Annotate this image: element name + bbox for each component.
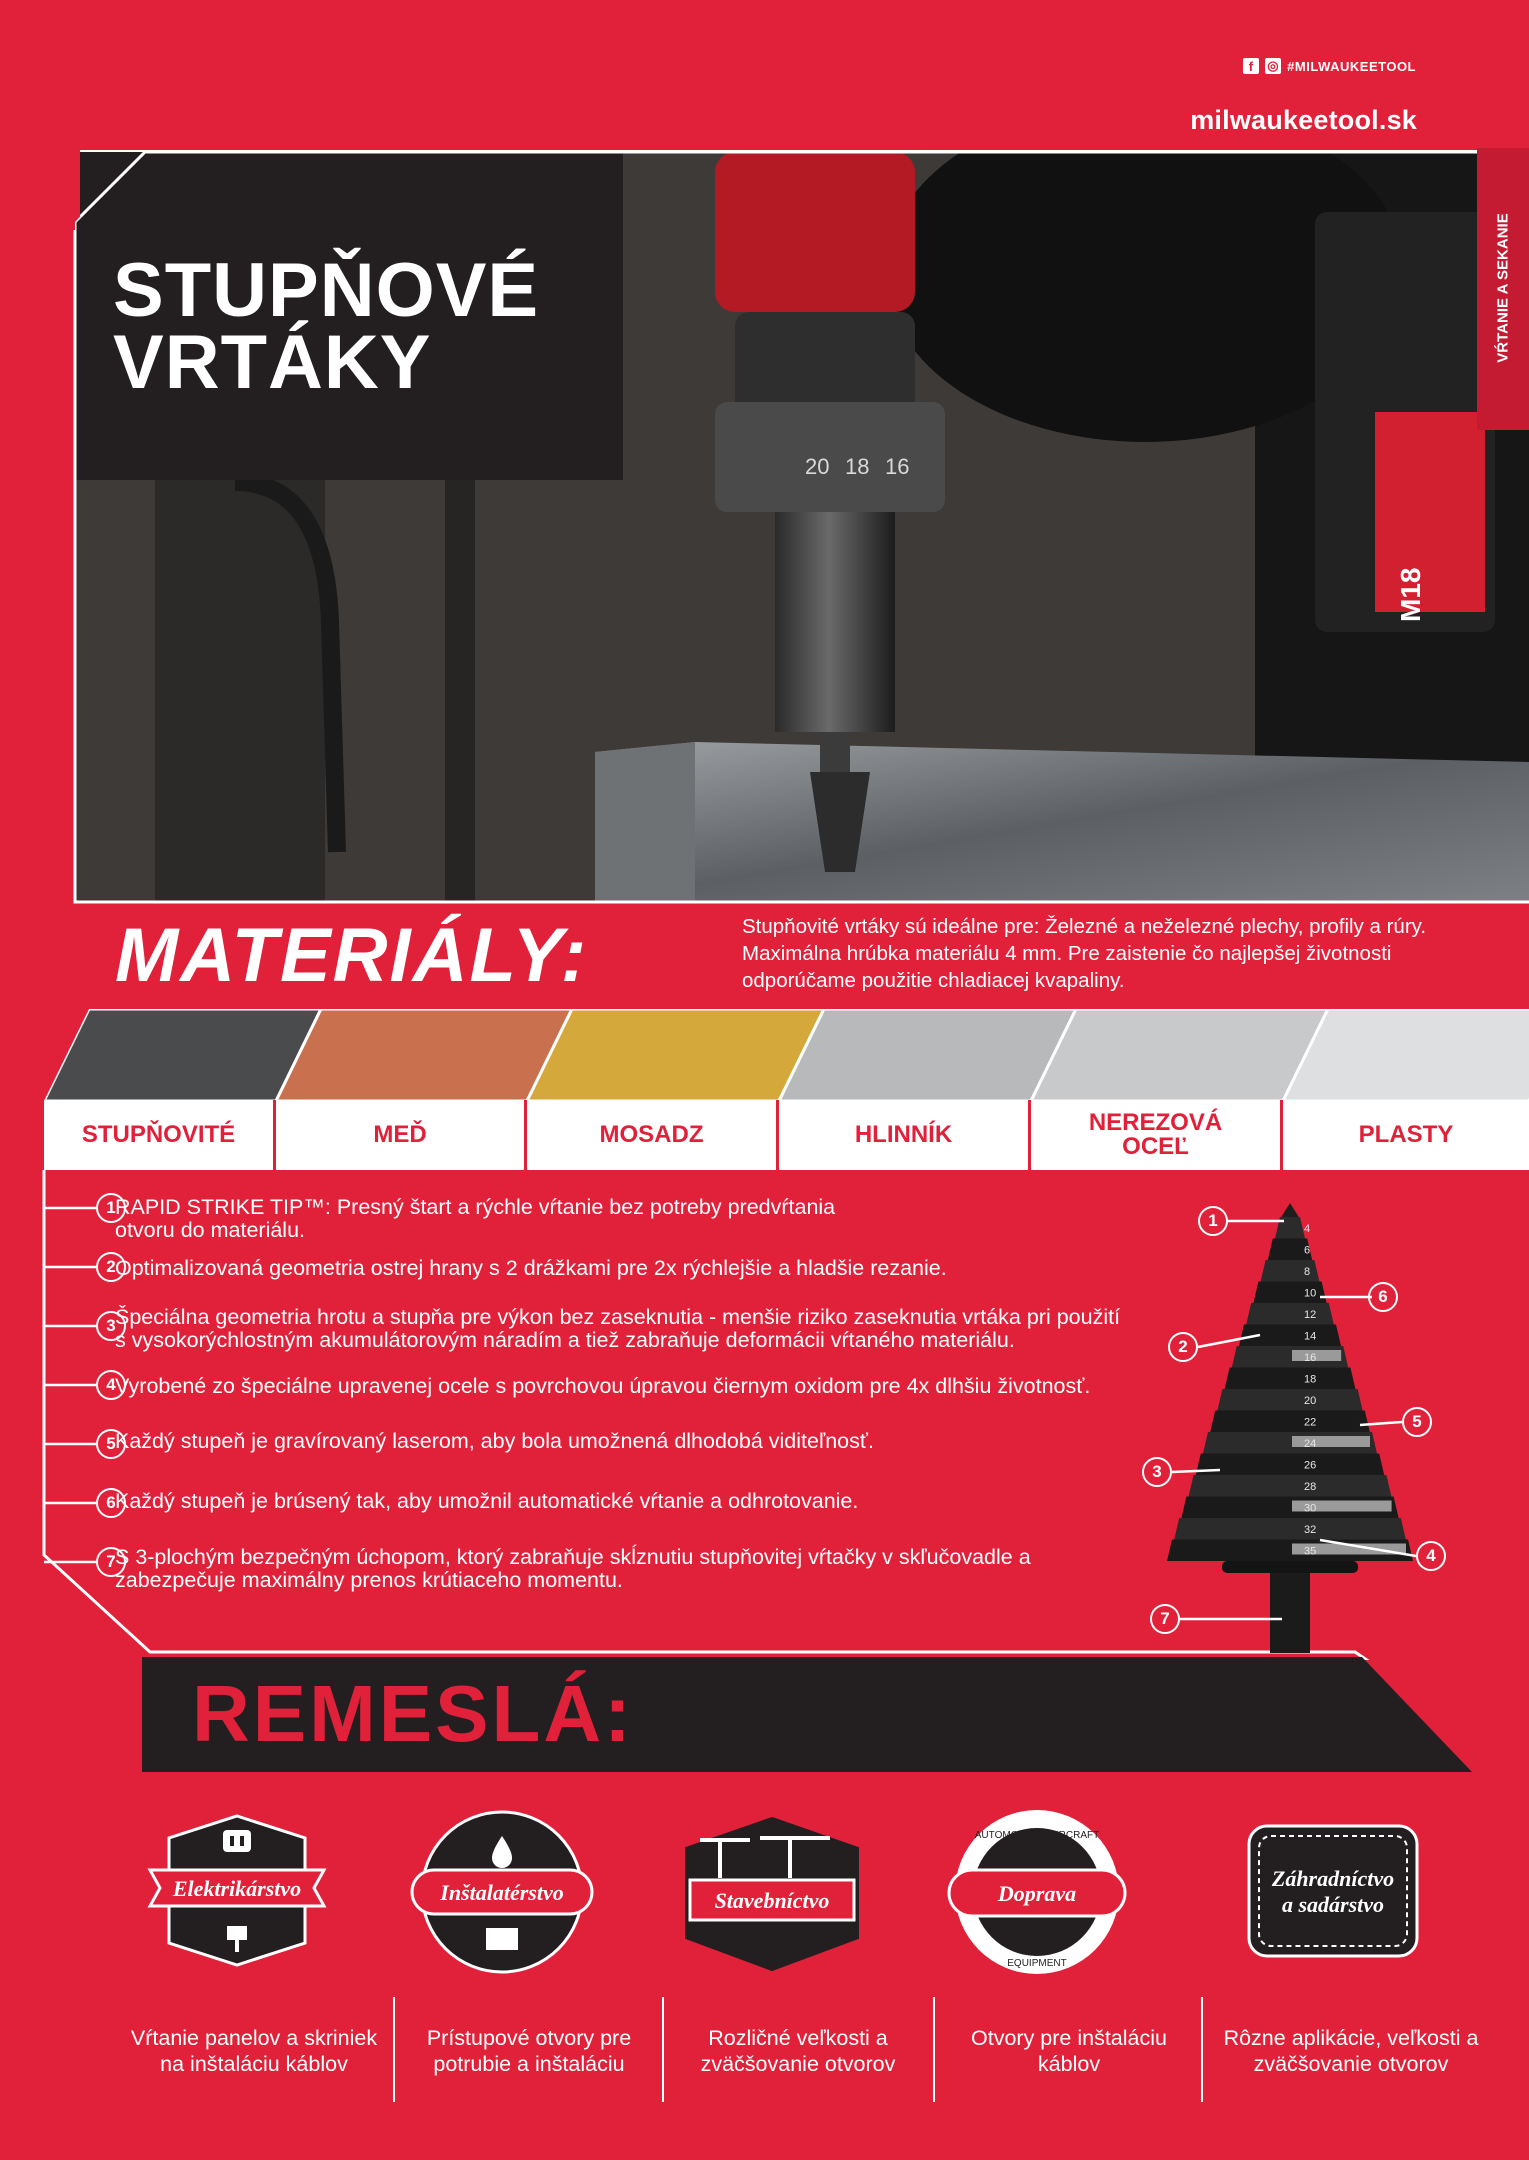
- craft-description-line: na inštaláciu káblov: [160, 2052, 348, 2076]
- clutch-marking-20: 20: [805, 454, 830, 479]
- bit-tip: [1280, 1203, 1300, 1219]
- instagram-icon[interactable]: ◎: [1265, 58, 1281, 74]
- bit-step-label: 35: [1304, 1545, 1317, 1558]
- badge-zahradnictvo: [1249, 1826, 1417, 1956]
- feature-number: 6: [96, 1488, 126, 1518]
- bit-step: [1261, 1260, 1320, 1282]
- bit-step: [1225, 1368, 1356, 1390]
- craft-description-line: Otvory pre inštaláciu: [971, 2026, 1167, 2050]
- bit-callout: 2: [1168, 1332, 1198, 1362]
- material-labels: [44, 1100, 1529, 1170]
- craft-description: [938, 2025, 1200, 2077]
- craft-divider: [662, 1997, 664, 2102]
- feature-text: S 3-plochým bezpečným úchopom, ktorý zabraňuje skĺznutiu stupňovitej vŕtačky v skľučovadle a zabezpečuje maximálny prenos krútiaceho momentu.: [115, 1545, 1031, 1592]
- step-drill-bit: [1140, 1195, 1430, 1655]
- website-url[interactable]: milwaukeetool.sk: [1190, 105, 1417, 135]
- craft-divider: [933, 1997, 935, 2102]
- badge-label: Stavebníctvo: [714, 1888, 830, 1913]
- bit-base: [1222, 1561, 1358, 1573]
- badge-arc-top: AUTOMOTIVE • AIRCRAFT: [974, 1830, 1100, 1841]
- bit-shank: [1270, 1573, 1310, 1653]
- feature-number: 2: [96, 1252, 126, 1282]
- bit-callout: 7: [1150, 1604, 1180, 1634]
- material-label-stupnovite: STUPŇOVITÉ: [44, 1100, 276, 1170]
- bit-callout: 4: [1416, 1541, 1446, 1571]
- bit-step-label: 18: [1304, 1373, 1317, 1386]
- bit-callout: 5: [1402, 1407, 1432, 1437]
- bit-step: [1246, 1303, 1334, 1325]
- material-swatch: [527, 1009, 824, 1101]
- bit-step-label: 6: [1304, 1244, 1311, 1257]
- badge-label-line2: a sadárstvo: [1281, 1892, 1385, 1917]
- bit-step-band: [1292, 1350, 1341, 1361]
- craft-badges: [140, 1808, 1430, 1988]
- badge-label-line1: Záhradníctvo: [1271, 1866, 1395, 1891]
- feature-text: Optimalizovaná geometria ostrej hrany s 2 drážkami pre 2x rýchlejšie a hladšie rezanie.: [115, 1256, 947, 1280]
- bit-step: [1210, 1411, 1370, 1433]
- craft-description-line: Rozličné veľkosti a: [708, 2026, 888, 2050]
- badge-label: Doprava: [997, 1881, 1077, 1906]
- feature-text: RAPID STRIKE TIP™: Presný štart a rýchle vŕtanie bez potreby predvŕtania otvoru do materiálu.: [115, 1195, 836, 1242]
- hero-title-line1: STUPŇOVÉ: [113, 248, 540, 333]
- badge-stavebnictvo: [686, 1818, 858, 1970]
- badge-doprava: [949, 1810, 1125, 1974]
- material-swatch: [276, 1009, 572, 1101]
- bit-step-label: 14: [1304, 1330, 1317, 1343]
- battery-marking: M18: [1395, 567, 1426, 622]
- hero-title-line2: VRTÁKY: [113, 320, 432, 405]
- material-label-plasty: PLASTY: [1358, 1121, 1454, 1148]
- bit-step: [1217, 1389, 1362, 1411]
- bit-step: [1189, 1475, 1392, 1497]
- badge-arc-bottom: EQUIPMENT: [1007, 1958, 1067, 1969]
- material-swatch: [44, 1009, 321, 1101]
- material-swatch: [1031, 1009, 1328, 1101]
- bit-step-label: 8: [1304, 1266, 1311, 1278]
- materials-title: MATERIÁLY:: [115, 913, 589, 998]
- bit-step-label: 20: [1304, 1395, 1317, 1407]
- bit-callout: 6: [1368, 1282, 1398, 1312]
- feature-number: 7: [96, 1547, 126, 1577]
- social-links: [1243, 58, 1416, 74]
- hero-frame: [0, 150, 1529, 910]
- material-swatches: [44, 1009, 1529, 1101]
- side-tab: [1477, 148, 1529, 430]
- craft-divider: [393, 1997, 395, 2102]
- bit-step-label: 22: [1304, 1416, 1317, 1429]
- bit-step-label: 30: [1304, 1502, 1317, 1515]
- material-label-nerezova-ocel: NEREZOVÁ OCEĽ: [1031, 1100, 1283, 1170]
- craft-description-line: Rôzne aplikácie, veľkosti a: [1223, 2026, 1479, 2050]
- bit-step-label: 12: [1304, 1309, 1317, 1321]
- hashtag: #MILWAUKEETOOL: [1287, 58, 1416, 74]
- feature-number: 5: [96, 1429, 126, 1459]
- craft-description-line: Prístupové otvory pre: [426, 2026, 632, 2050]
- feature-text: Špeciálna geometria hrotu a stupňa pre výkon bez zaseknutia - menšie riziko zaseknutia vrtáka pri použití s vysokorýchlostným akumulátorovým náradím a tiež zabraňuje deformácii vŕtaného materiálu.: [115, 1305, 1121, 1352]
- craft-description-line: káblov: [1037, 2052, 1101, 2076]
- craft-description-line: Vŕtanie panelov a skriniek: [130, 2026, 378, 2050]
- craft-description: [398, 2025, 660, 2077]
- bit-step-label: 4: [1304, 1223, 1311, 1235]
- craft-divider: [1201, 1997, 1203, 2102]
- feature-text: Vyrobené zo špeciálne upravenej ocele s povrchovou úpravou čiernym oxidom pre 4x dlhšiu životnosť.: [115, 1374, 1091, 1398]
- bit-step: [1174, 1518, 1406, 1540]
- bit-step: [1196, 1454, 1384, 1476]
- material-label-med: MEĎ: [276, 1100, 527, 1170]
- hero-corner: [0, 150, 80, 230]
- craft-description: [1206, 2025, 1496, 2077]
- badge-elektrikarstvo: [150, 1816, 324, 1965]
- bit-step-label: 24: [1304, 1438, 1317, 1450]
- clutch-marking-18: 18: [845, 454, 870, 479]
- bit-callout: 3: [1142, 1457, 1172, 1487]
- facebook-icon[interactable]: f: [1243, 58, 1259, 74]
- feature-text: Každý stupeň je brúsený tak, aby umožnil automatické vŕtanie a odhrotovanie.: [115, 1489, 859, 1513]
- material-swatch: [779, 1009, 1076, 1101]
- bit-callout: 1: [1198, 1206, 1228, 1236]
- craft-description-line: zväčšovanie otvorov: [700, 2052, 896, 2076]
- bit-step-label: 10: [1304, 1287, 1317, 1300]
- feature-number: 3: [96, 1311, 126, 1341]
- craft-description-line: zväčšovanie otvorov: [1253, 2052, 1449, 2076]
- badge-label: Elektrikárstvo: [172, 1876, 302, 1901]
- material-label-hlinnik: HLINNÍK: [779, 1100, 1031, 1170]
- material-label-mosadz: MOSADZ: [527, 1100, 779, 1170]
- bit-step-label: 28: [1304, 1481, 1317, 1493]
- craft-description: [667, 2025, 929, 2077]
- clutch-marking-16: 16: [885, 454, 910, 479]
- bit-step-label: 16: [1304, 1352, 1317, 1364]
- bit-step-label: 26: [1304, 1459, 1317, 1472]
- feature-number: 1: [96, 1193, 126, 1223]
- materials-description: Stupňovité vrtáky sú ideálne pre: Železné a neželezné plechy, profily a rúry. Maximálna hrúbka materiálu 4 mm. Pre zaistenie čo najlepšej životnosti odporúčame použitie chladiacej kvapaliny.: [742, 915, 1427, 992]
- feature-text: Každý stupeň je gravírovaný laserom, aby bola umožnená dlhodobá viditeľnosť.: [115, 1429, 874, 1453]
- bit-step-label: 32: [1304, 1524, 1317, 1536]
- badge-label: Inštalatérstvo: [440, 1880, 564, 1905]
- badge-instalaterstvo: [412, 1812, 592, 1972]
- feature-number: 4: [96, 1370, 126, 1400]
- craft-description-line: potrubie a inštaláciu: [433, 2052, 625, 2076]
- side-tab-label: VŔTANIE A SEKANIE: [1494, 213, 1512, 363]
- crafts-title: REMESLÁ:: [192, 1669, 634, 1758]
- material-swatch: [1283, 1009, 1529, 1101]
- craft-description: [118, 2025, 390, 2077]
